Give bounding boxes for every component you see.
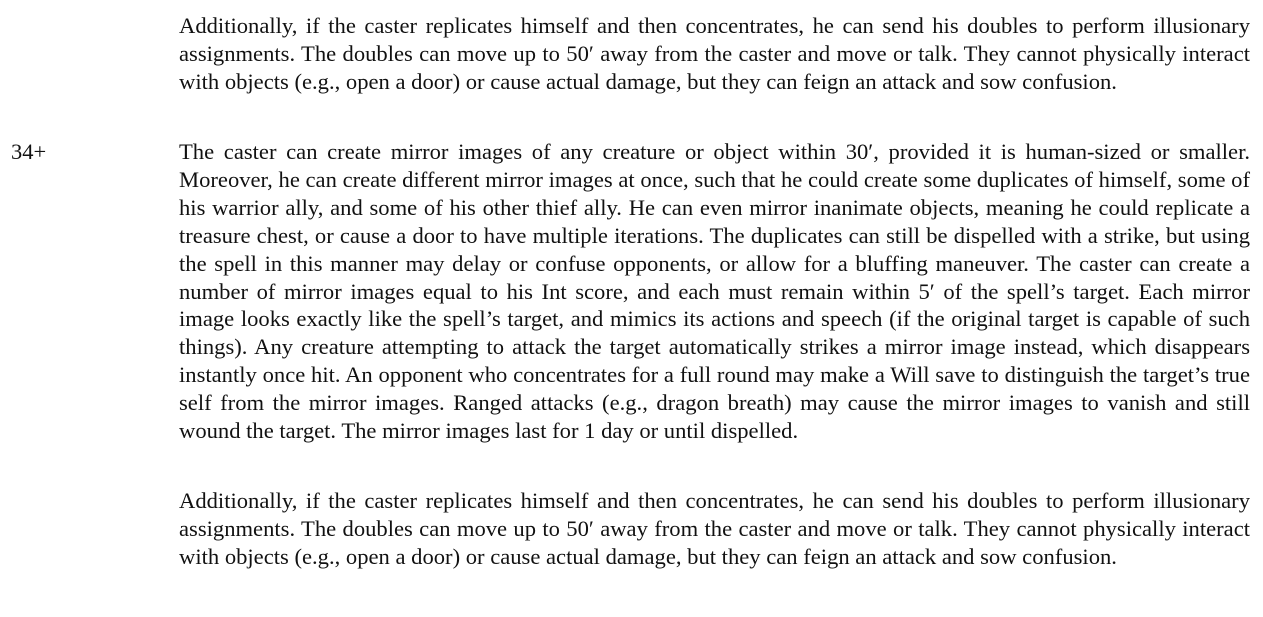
continuation-paragraph: Additionally, if the caster replicates himself and then concentrates, he can send his doubles to perform illusionary assignments. The doubles can move up to 50′ away from the caster and move or talk. They cannot physically interact with objects (e.g., open a door) or cause actual damage, but they can feign an attack and sow confusion. (179, 13, 1250, 94)
result-range-label: 34+ (11, 139, 47, 164)
result-additional-paragraph: Additionally, if the caster replicates himself and then concentrates, he can send his doubles to perform illusionary assignments. The doubles can move up to 50′ away from the caster and move or talk. They cannot physically interact with objects (e.g., open a door) or cause actual damage, but they can feign an attack and sow confusion. (179, 488, 1250, 569)
spell-result-entry (0, 138, 1263, 445)
result-description-paragraph: The caster can create mirror images of any creature or object within 30′, provided it is human-sized or smaller. Moreover, he can create different mirror images at once, such that he could create some duplicates of himself, some of his warrior ally, and some of his other thief ally. He can even mirror inanimate objects, meaning he could replicate a treasure chest, or cause a door to have multiple iterations. The duplicates can still be dispelled with a strike, but using the spell in this manner may delay or confuse opponents, or allow for a bluffing maneuver. The caster can create a number of mirror images equal to his Int score, and each must remain within 5′ of the spell’s target. Each mirror image looks exactly like the spell’s target, and mimics its actions and speech (if the original target is capable of such things). Any creature attempting to attack the target automatically strikes a mirror image instead, which disappears instantly once hit. An opponent who concentrates for a full round may make a Will save to distinguish the target’s true self from the mirror images. Ranged attacks (e.g., dragon breath) may cause the mirror images to vanish and still wound the target. The mirror images last for 1 day or until dispelled. (179, 139, 1250, 444)
